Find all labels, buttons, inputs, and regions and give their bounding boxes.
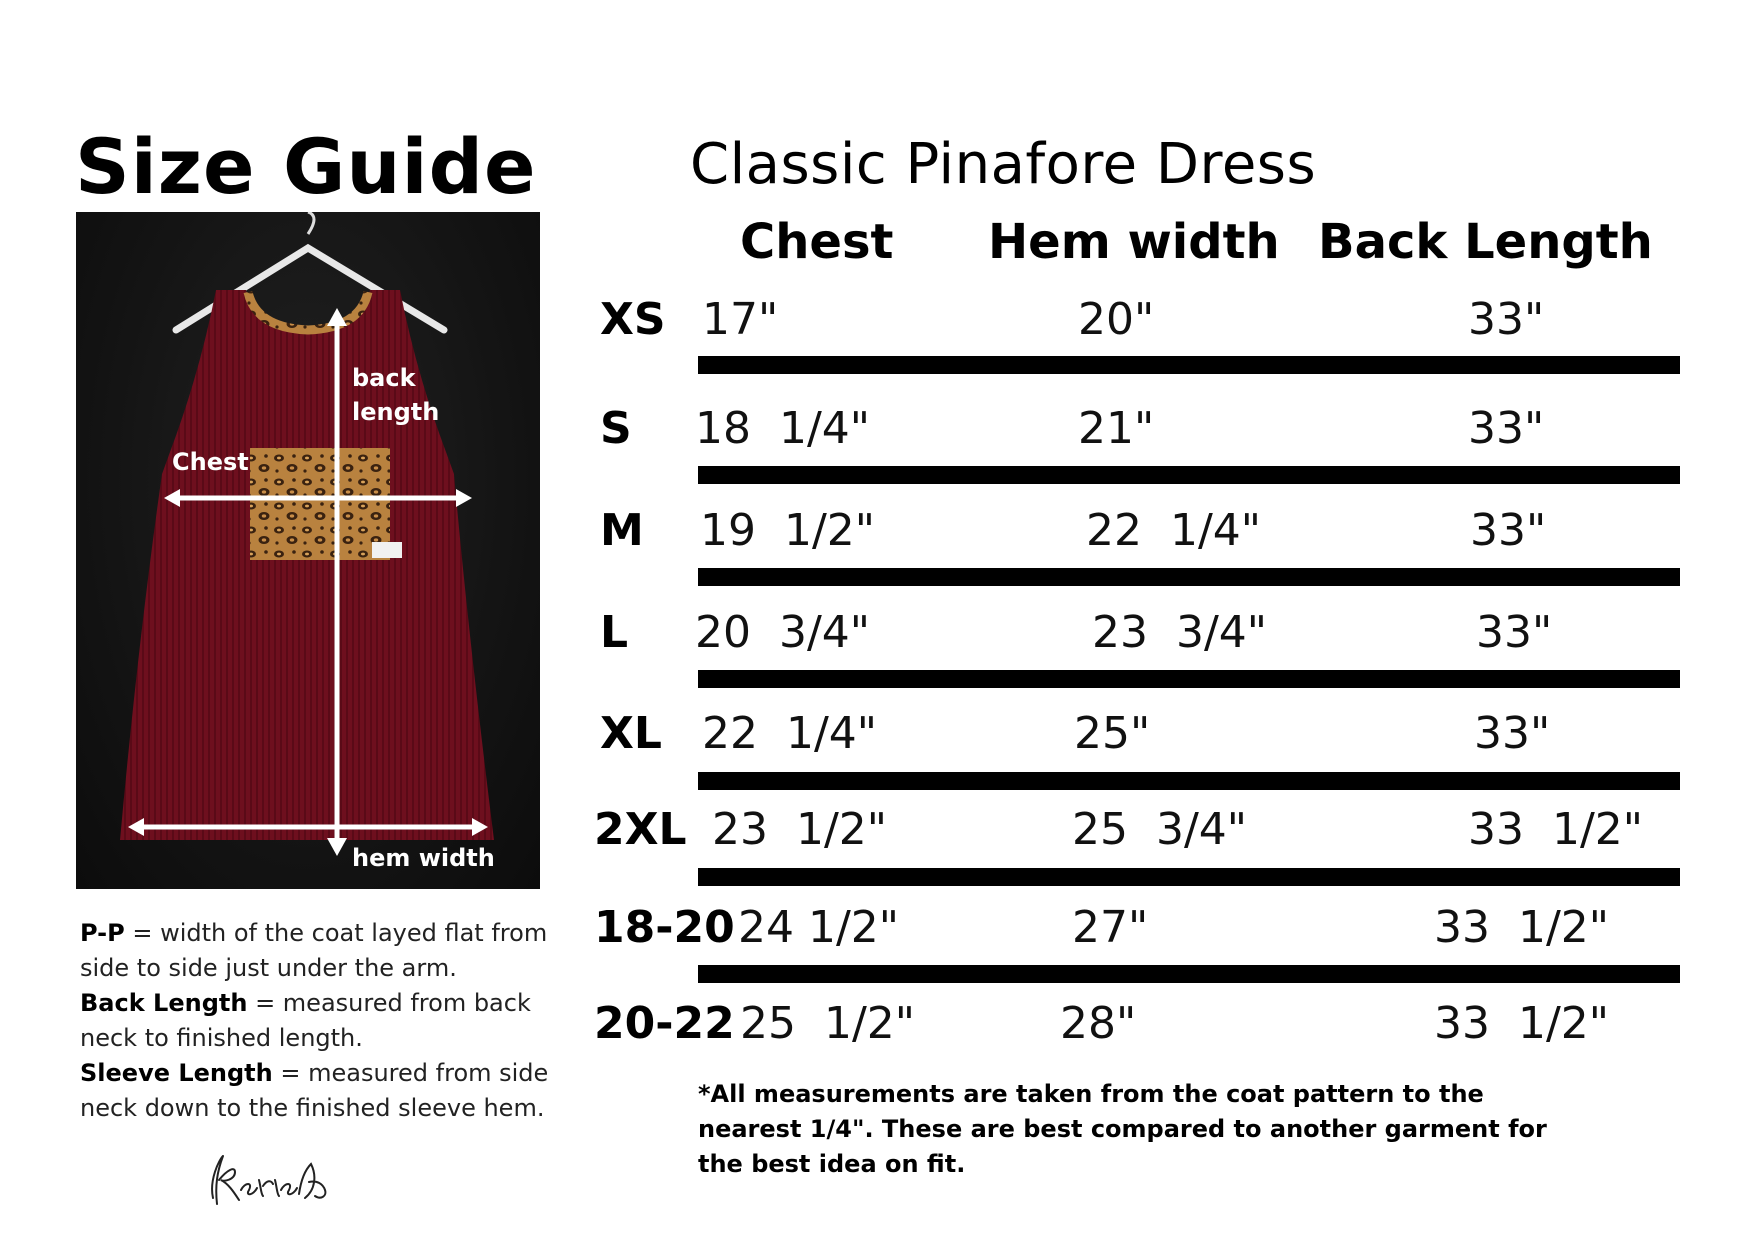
legend-item (80, 986, 550, 1056)
hem-value-xl: 25" (1074, 708, 1151, 759)
chest-value-2xl: 23 1/2" (712, 804, 888, 855)
legend-item (80, 916, 550, 986)
back-value-18-20: 33 1/2" (1434, 902, 1610, 953)
hem-value-l: 23 3/4" (1092, 607, 1268, 658)
size-label-xs: XS (600, 294, 666, 345)
chest-value-20-22: 25 1/2" (740, 998, 916, 1049)
legend-term: Sleeve Length (80, 1059, 273, 1087)
back-value-l: 33" (1476, 607, 1553, 658)
column-header-back-length: Back Length (1318, 214, 1653, 270)
back-length-label-1: back (352, 364, 416, 392)
chest-value-m: 19 1/2" (700, 505, 876, 556)
back-length-label-2: length (352, 398, 440, 426)
chest-value-18-20: 24 1/2" (738, 902, 900, 953)
chest-value-l: 20 3/4" (695, 607, 871, 658)
column-header-chest: Chest (740, 214, 894, 270)
row-divider (698, 466, 1680, 484)
legend-text: = measured from side neck down to the finished sleeve hem. (80, 1059, 549, 1122)
size-label-2xl: 2XL (594, 804, 687, 855)
leopard-pocket (250, 448, 390, 560)
legend-text: = measured from back neck to finished length. (80, 989, 531, 1052)
column-header-hem-width: Hem width (988, 214, 1280, 270)
hem-value-18-20: 27" (1072, 902, 1149, 953)
row-divider (698, 965, 1680, 983)
hem-value-20-22: 28" (1060, 998, 1137, 1049)
size-label-18-20: 18-20 (594, 902, 735, 953)
row-divider (698, 356, 1680, 374)
size-label-s: S (600, 403, 632, 454)
legend-term: P-P (80, 919, 125, 947)
measurement-legend (80, 916, 550, 1126)
back-value-20-22: 33 1/2" (1434, 998, 1610, 1049)
back-value-xl: 33" (1474, 708, 1551, 759)
hem-value-s: 21" (1078, 403, 1155, 454)
back-value-s: 33" (1468, 403, 1545, 454)
footnote: *All measurements are taken from the coat pattern to the nearest 1/4". These are best compared to another garment for the best idea on fit. (698, 1080, 1547, 1178)
row-divider (698, 568, 1680, 586)
legend-item (80, 1056, 550, 1126)
hem-width-label: hem width (352, 844, 495, 872)
chest-value-xs: 17" (702, 294, 779, 345)
hem-value-2xl: 25 3/4" (1072, 804, 1248, 855)
row-divider (698, 670, 1680, 688)
dress-shape (120, 290, 494, 840)
legend-text: = width of the coat layed flat from side to side just under the arm. (80, 919, 548, 982)
size-label-20-22: 20-22 (594, 998, 735, 1049)
dress-photo (76, 212, 540, 889)
row-divider (698, 772, 1680, 790)
back-value-xs: 33" (1468, 294, 1545, 345)
chest-value-s: 18 1/4" (695, 403, 871, 454)
size-label-xl: XL (600, 708, 662, 759)
chest-label: Chest (172, 448, 249, 476)
row-divider (698, 868, 1680, 886)
dress-illustration (76, 212, 540, 889)
label-tag (372, 542, 402, 558)
signature-logo (205, 1150, 335, 1210)
hem-value-xs: 20" (1078, 294, 1155, 345)
product-title: Classic Pinafore Dress (690, 132, 1317, 197)
hem-value-m: 22 1/4" (1086, 505, 1262, 556)
size-label-m: M (600, 505, 644, 556)
size-label-l: L (600, 607, 629, 658)
legend-term: Back Length (80, 989, 248, 1017)
size-guide-title: Size Guide (75, 122, 537, 211)
back-value-m: 33" (1470, 505, 1547, 556)
back-value-2xl: 33 1/2" (1468, 804, 1644, 855)
chest-value-xl: 22 1/4" (702, 708, 878, 759)
